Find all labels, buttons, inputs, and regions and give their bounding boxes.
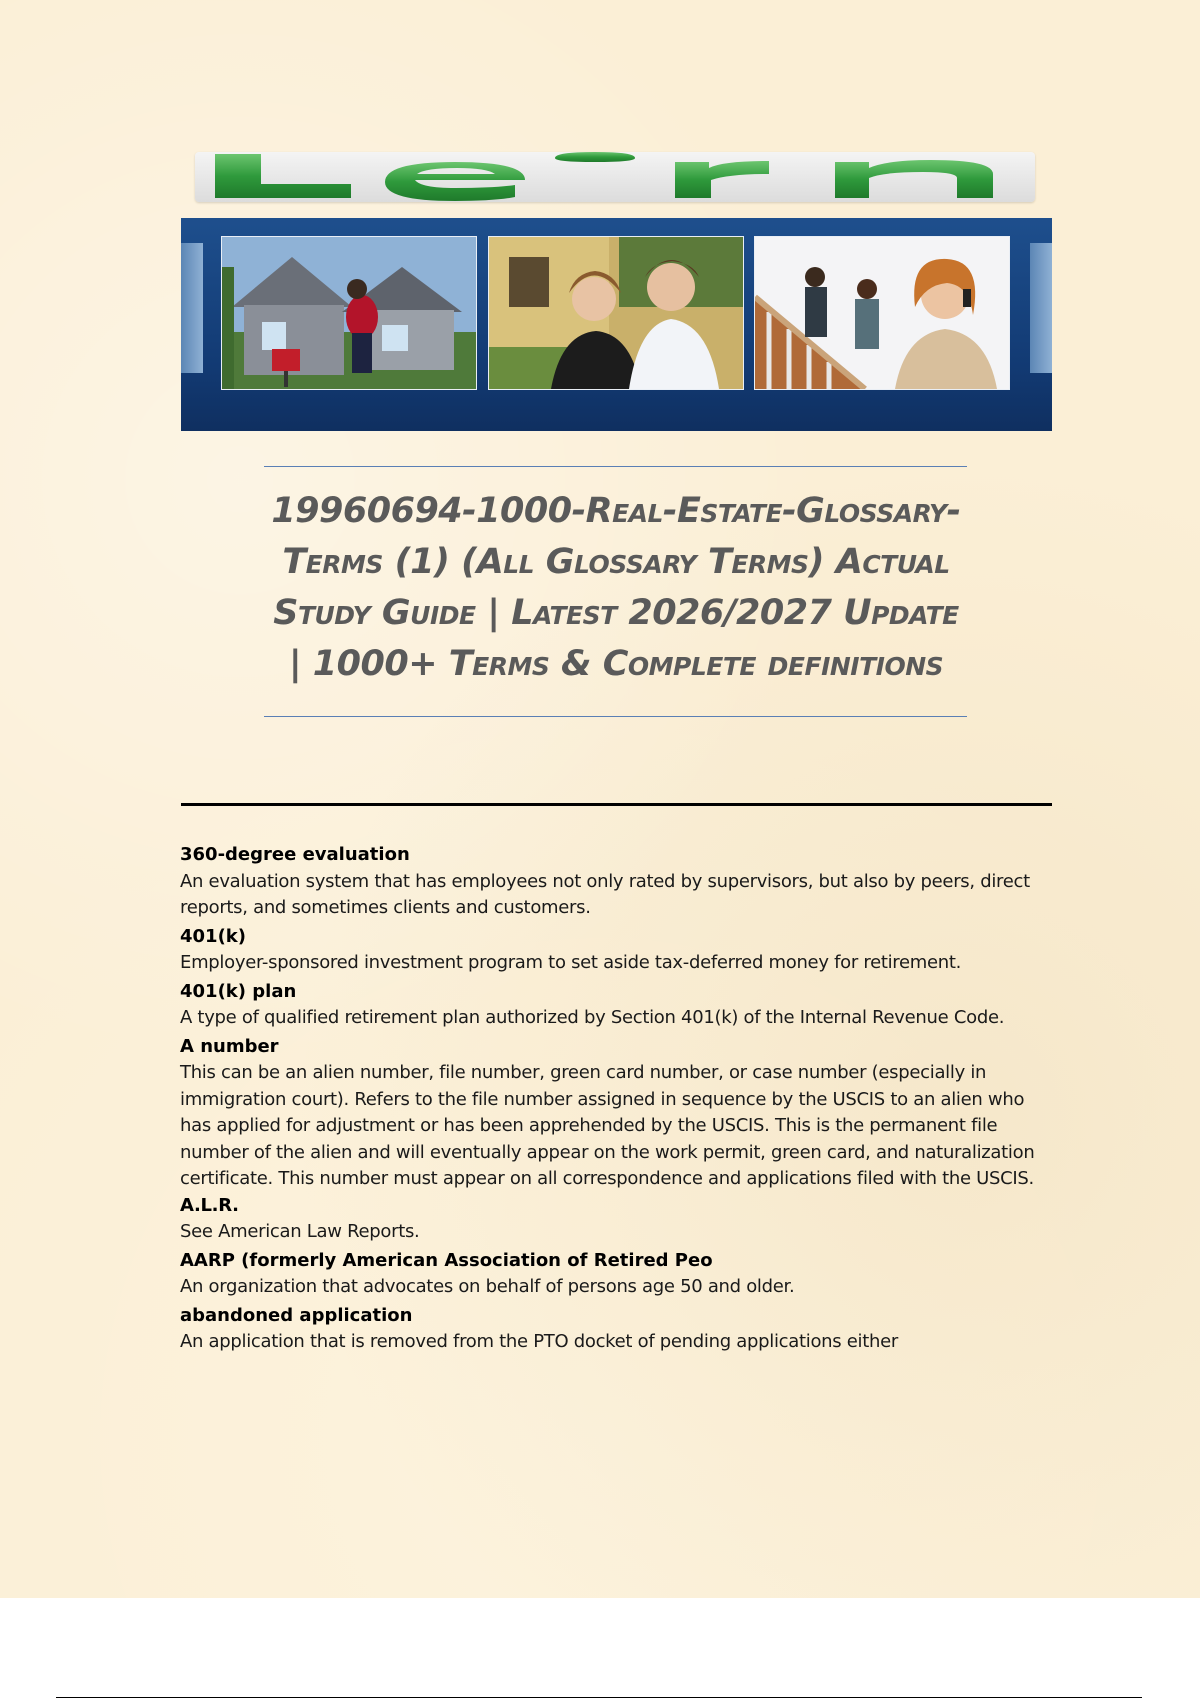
glossary-definition: An evaluation system that has employees not only rated by supervisors, but also by peers, direct reports, and sometimes clients and customers. <box>180 870 1030 918</box>
hero-accent-left <box>181 243 203 373</box>
document-title <box>250 486 982 690</box>
glossary-term: 401(k) <box>180 925 246 947</box>
glossary-term: AARP (formerly American Association of Retired Peo <box>180 1249 713 1271</box>
glossary-definition-text: This can be an alien number, file number, green card number, or case number (especially in immigration court). Refers to the file number assigned in sequence by the USCIS to an alien who has applied for adjustment or has been apprehended by the USCIS. This is the permanent file number of the alien and will eventually appear on the work permit, green card, and naturalization certificate. This number must appear on all correspondence and applications filed with the USCIS. <box>180 1062 1035 1189</box>
glossary-definition: A type of qualified retirement plan authorized by Section 401(k) of the Internal Revenue Code. <box>180 1007 1005 1028</box>
title-top-rule <box>264 466 967 467</box>
title-line-4: | 1000+ Terms & Complete definitions <box>288 644 944 684</box>
learn-banner <box>195 152 1035 202</box>
glossary-term: 401(k) plan <box>180 980 297 1002</box>
hero-photo-strip <box>181 218 1052 431</box>
glossary-definition <box>180 1060 1060 1246</box>
glossary-inline-definition: See American Law Reports. <box>180 1221 420 1242</box>
hero-accent-right <box>1030 243 1052 373</box>
title-line-3: Study Guide | Latest 2026/2027 Update <box>273 593 959 633</box>
photo-woman-on-phone <box>754 236 1010 390</box>
photo-smiling-couple <box>488 236 744 390</box>
title-bottom-rule <box>264 716 967 717</box>
footer-rule <box>56 1697 1142 1698</box>
glossary-term: 360-degree evaluation <box>180 844 410 865</box>
learn-logo-icon <box>195 152 1035 202</box>
glossary-definition: Employer-sponsored investment program to set aside tax-deferred money for retirement. <box>180 952 962 973</box>
glossary-list <box>180 842 1060 1358</box>
photo-couple-house <box>221 236 477 390</box>
section-divider <box>181 803 1052 806</box>
glossary-inline-term: A.L.R. <box>180 1194 239 1216</box>
glossary-term: abandoned application <box>180 1304 413 1326</box>
title-line-2: Terms (1) (All Glossary Terms) Actual <box>282 542 950 582</box>
glossary-definition: An organization that advocates on behalf of persons age 50 and older. <box>180 1276 795 1297</box>
glossary-definition: An application that is removed from the PTO docket of pending applications either <box>180 1331 898 1352</box>
title-line-1: 19960694-1000-Real-Estate-Glossary- <box>271 491 961 531</box>
glossary-term: A number <box>180 1035 279 1057</box>
